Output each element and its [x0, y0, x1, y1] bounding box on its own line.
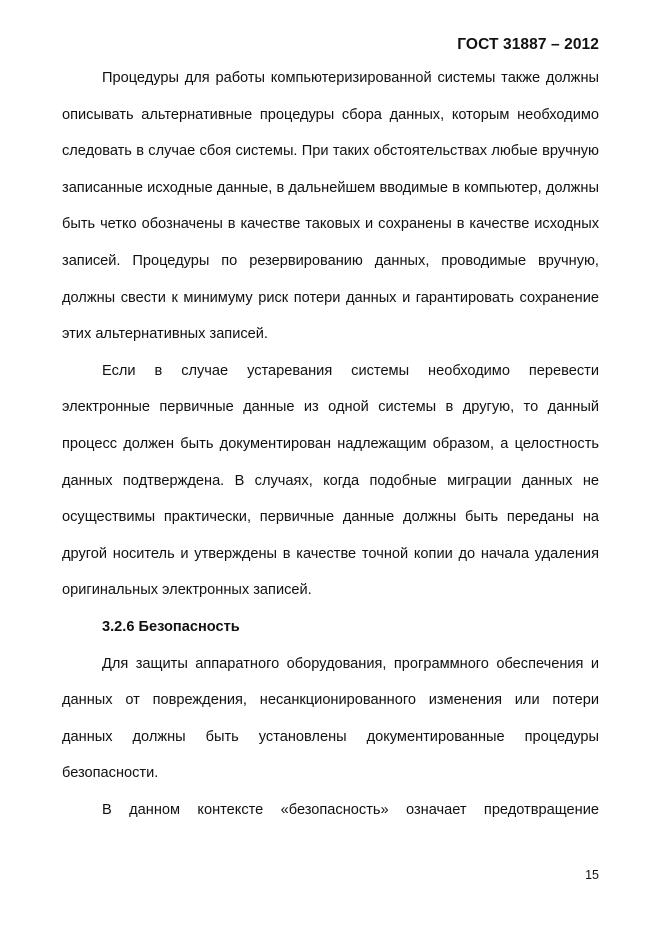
paragraph-security-definition: В данном контексте «безопасность» означает предотвращение — [102, 801, 599, 818]
paragraph-security-procedures: Для защиты аппаратного оборудования, программного обеспечения и данных от повреждения, несанкционированного изменения или потери данных должны быть установлены документированные процедуры безопасности. — [62, 655, 599, 782]
page-number: 15 — [585, 868, 599, 882]
section-heading-security: 3.2.6 Безопасность — [102, 618, 240, 635]
page-body — [62, 60, 599, 828]
paragraph-alternative-procedures: Процедуры для работы компьютеризированной системы также должны описывать альтернативные процедуры сбора данных, которым необходимо следовать в случае сбоя системы. При таких обстоятельствах любые вручную записанные исходные данные, в дальнейшем вводимые в компьютер, должны быть четко обозначены в качестве таковых и сохранены в качестве исходных записей. Процедуры по резервированию данных, проводимые вручную, должны свести к минимуму риск потери данных и гарантировать сохранение этих альтернативных записей. — [62, 70, 599, 343]
document-code-header: ГОСТ 31887 – 2012 — [457, 36, 599, 53]
paragraph-data-migration: Если в случае устаревания системы необходимо перевести электронные первичные данные из одной системы в другую, то данный процесс должен быть документирован надлежащим образом, а целостность данных подтверждена. В случаях, когда подобные миграции данных не осуществимы практически, первичные данные должны быть переданы на другой носитель и утверждены в качестве точной копии до начала удаления оригинальных электронных записей. — [62, 362, 599, 599]
